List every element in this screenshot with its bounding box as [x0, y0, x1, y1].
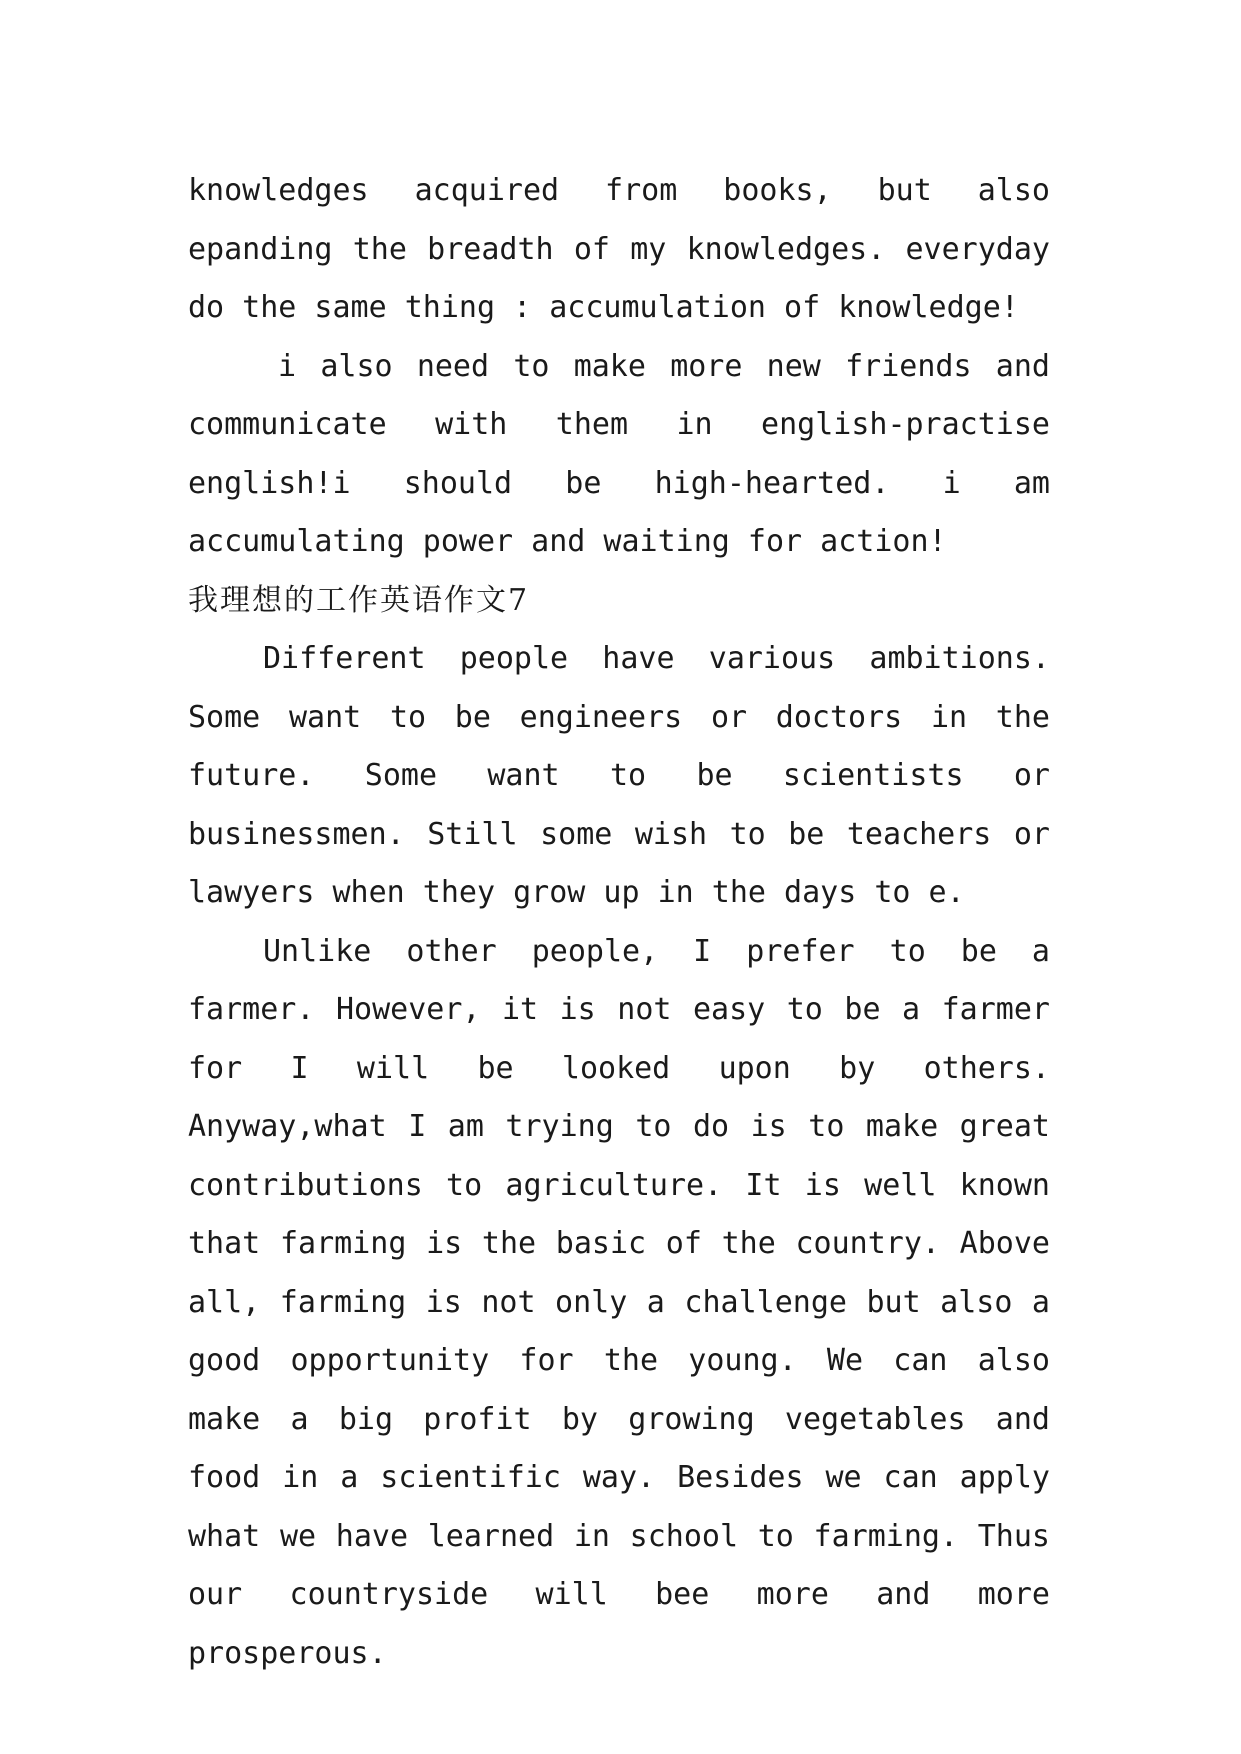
paragraph-continued: knowledges acquired from books, but also epanding the breadth of my knowledges. everyday do the same thing : accumulation of knowledge! [188, 173, 1050, 325]
paragraph-ambitions: Different people have various ambitions. Some want to be engineers or doctors in the future. Some want to be scientists or businessmen. Still some wish to be teachers or lawyers when they grow up in the days to e. [188, 641, 1050, 910]
document-body [188, 162, 1050, 1683]
section-heading: 我理想的工作英语作文7 [188, 582, 530, 618]
paragraph-farmer: Unlike other people, I prefer to be a farmer. However, it is not easy to be a farmer for I will be looked upon by others. Anyway,what I am trying to do is to make great contributions to agriculture. It is well known that farming is the basic of the country. Above all, farming is not only a challenge but also a good opportunity for the young. We can also make a big profit by growing vegetables and food in a scientific way. Besides we can apply what we have learned in school to farming. Thus our countryside will bee more and more prosperous. [188, 933, 1050, 1671]
paragraph-friends: i also need to make more new friends and communicate with them in english-practise english!i should be high-hearted. i am accumulating power and waiting for action! [188, 348, 1050, 559]
